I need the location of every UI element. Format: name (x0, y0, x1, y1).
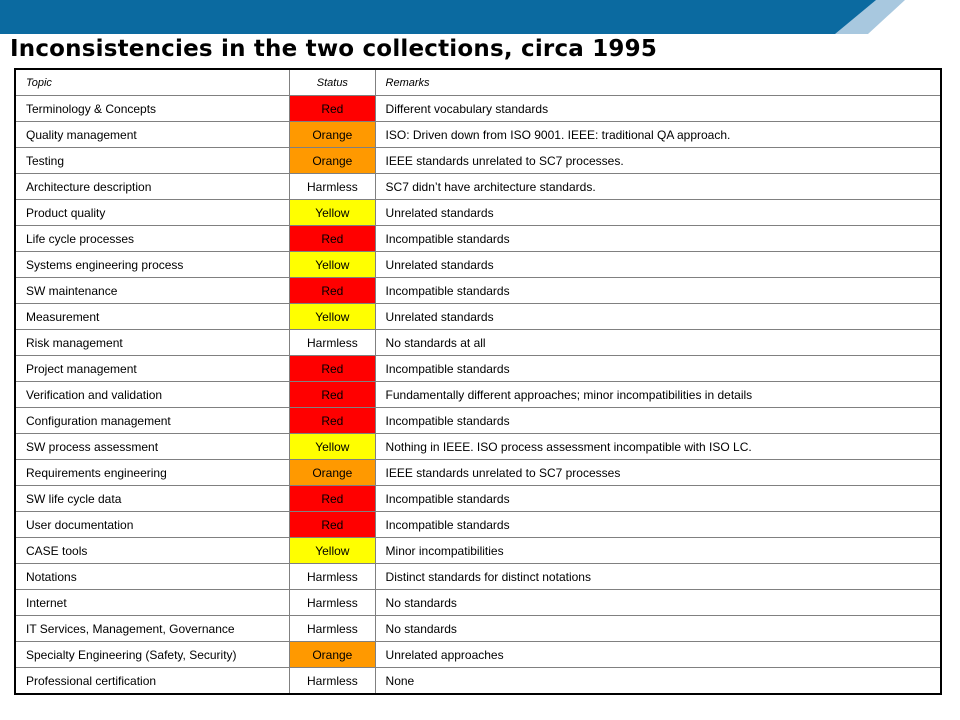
page-title: Inconsistencies in the two collections, circa 1995 (10, 36, 658, 62)
cell-remarks: Unrelated standards (375, 200, 941, 226)
cell-remarks: Incompatible standards (375, 278, 941, 304)
cell-topic: Verification and validation (15, 382, 290, 408)
column-header-remarks: Remarks (375, 69, 941, 96)
cell-status: Red (290, 408, 375, 434)
cell-status: Harmless (290, 330, 375, 356)
cell-topic: IT Services, Management, Governance (15, 616, 290, 642)
cell-status: Red (290, 512, 375, 538)
table-row (15, 330, 941, 356)
cell-remarks: Fundamentally different approaches; minor incompatibilities in details (375, 382, 941, 408)
cell-topic: Notations (15, 564, 290, 590)
cell-topic: SW life cycle data (15, 486, 290, 512)
cell-topic: Project management (15, 356, 290, 382)
cell-remarks: Incompatible standards (375, 356, 941, 382)
table-row (15, 122, 941, 148)
cell-status: Yellow (290, 434, 375, 460)
cell-topic: Internet (15, 590, 290, 616)
table-row (15, 460, 941, 486)
table-row (15, 564, 941, 590)
cell-status: Harmless (290, 590, 375, 616)
cell-topic: Configuration management (15, 408, 290, 434)
table-row (15, 200, 941, 226)
cell-status: Harmless (290, 668, 375, 695)
table-row (15, 148, 941, 174)
cell-topic: User documentation (15, 512, 290, 538)
header-banner-graphic (0, 0, 960, 34)
cell-remarks: Minor incompatibilities (375, 538, 941, 564)
cell-remarks: Unrelated standards (375, 252, 941, 278)
cell-status: Orange (290, 122, 375, 148)
cell-topic: Life cycle processes (15, 226, 290, 252)
cell-status: Red (290, 382, 375, 408)
table-row (15, 590, 941, 616)
table-row (15, 356, 941, 382)
table-row (15, 382, 941, 408)
table-row (15, 408, 941, 434)
table-row (15, 642, 941, 668)
cell-status: Yellow (290, 304, 375, 330)
cell-topic: Specialty Engineering (Safety, Security) (15, 642, 290, 668)
cell-remarks: Distinct standards for distinct notations (375, 564, 941, 590)
cell-remarks: Incompatible standards (375, 486, 941, 512)
cell-remarks: No standards (375, 616, 941, 642)
cell-topic: Risk management (15, 330, 290, 356)
table-row (15, 512, 941, 538)
table-header-row (15, 69, 941, 96)
cell-topic: Quality management (15, 122, 290, 148)
cell-remarks: No standards at all (375, 330, 941, 356)
table-row (15, 174, 941, 200)
cell-topic: Professional certification (15, 668, 290, 695)
cell-remarks: Nothing in IEEE. ISO process assessment incompatible with ISO LC. (375, 434, 941, 460)
cell-status: Red (290, 486, 375, 512)
table-row (15, 96, 941, 122)
cell-topic: Systems engineering process (15, 252, 290, 278)
table-row (15, 304, 941, 330)
cell-remarks: Incompatible standards (375, 512, 941, 538)
cell-remarks: Different vocabulary standards (375, 96, 941, 122)
cell-topic: SW process assessment (15, 434, 290, 460)
cell-status: Yellow (290, 538, 375, 564)
cell-remarks: Unrelated approaches (375, 642, 941, 668)
cell-status: Red (290, 226, 375, 252)
cell-remarks: Unrelated standards (375, 304, 941, 330)
cell-remarks: No standards (375, 590, 941, 616)
cell-topic: CASE tools (15, 538, 290, 564)
cell-topic: Architecture description (15, 174, 290, 200)
cell-status: Orange (290, 642, 375, 668)
cell-remarks: SC7 didn’t have architecture standards. (375, 174, 941, 200)
table-row (15, 434, 941, 460)
cell-status: Harmless (290, 616, 375, 642)
header-banner (0, 0, 960, 34)
cell-remarks: ISO: Driven down from ISO 9001. IEEE: traditional QA approach. (375, 122, 941, 148)
cell-topic: Product quality (15, 200, 290, 226)
cell-topic: Requirements engineering (15, 460, 290, 486)
cell-status: Red (290, 278, 375, 304)
cell-topic: Testing (15, 148, 290, 174)
table-row (15, 538, 941, 564)
cell-remarks: None (375, 668, 941, 695)
cell-remarks: Incompatible standards (375, 226, 941, 252)
cell-status: Orange (290, 460, 375, 486)
cell-remarks: Incompatible standards (375, 408, 941, 434)
column-header-topic: Topic (15, 69, 290, 96)
table-row (15, 668, 941, 695)
cell-status: Red (290, 356, 375, 382)
cell-status: Red (290, 96, 375, 122)
table-row (15, 226, 941, 252)
cell-topic: SW maintenance (15, 278, 290, 304)
cell-status: Harmless (290, 174, 375, 200)
table-row (15, 486, 941, 512)
column-header-status: Status (290, 69, 375, 96)
cell-topic: Terminology & Concepts (15, 96, 290, 122)
cell-status: Yellow (290, 252, 375, 278)
table-row (15, 616, 941, 642)
cell-topic: Measurement (15, 304, 290, 330)
cell-remarks: IEEE standards unrelated to SC7 processes (375, 460, 941, 486)
cell-status: Yellow (290, 200, 375, 226)
table-row (15, 278, 941, 304)
cell-status: Orange (290, 148, 375, 174)
cell-remarks: IEEE standards unrelated to SC7 processes. (375, 148, 941, 174)
inconsistency-table (14, 68, 942, 695)
cell-status: Harmless (290, 564, 375, 590)
table-row (15, 252, 941, 278)
